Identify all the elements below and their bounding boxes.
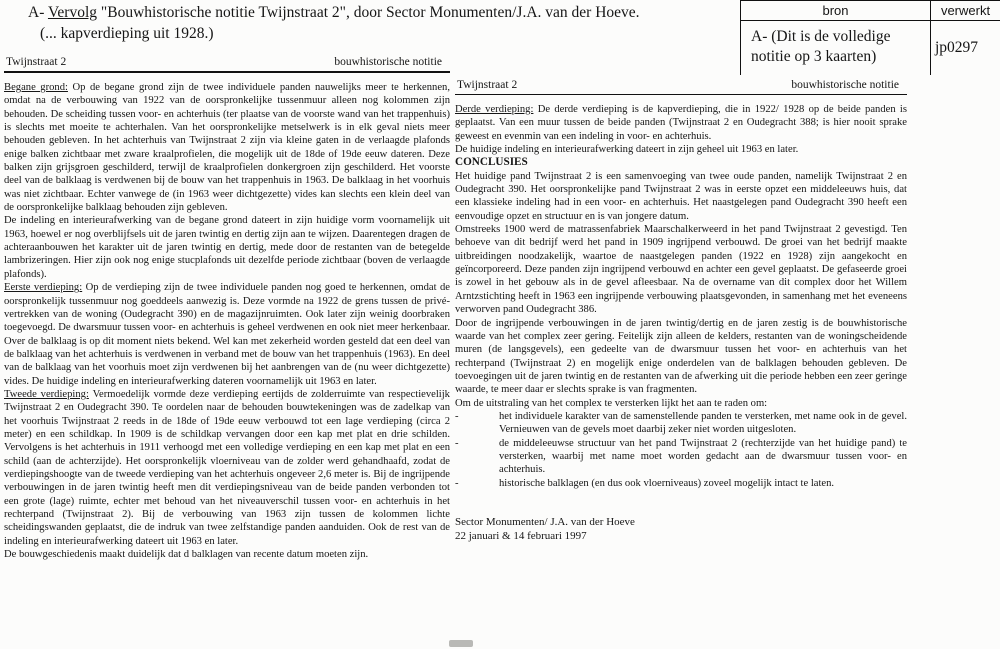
advice-bullet-3-text: historische balklagen (en dus ook vloerniveaus) zoveel mogelijk intact te laten. xyxy=(499,477,835,489)
advice-bullet-1 xyxy=(455,410,907,437)
heading-eerste-verdieping: Eerste verdieping: xyxy=(4,282,83,294)
card-right-title: Twijnstraat 2 xyxy=(457,79,518,91)
annotation-prefix: A- xyxy=(28,4,48,21)
stamp-value-row xyxy=(741,21,1000,75)
top-annotation xyxy=(28,2,728,44)
card-left-header xyxy=(4,56,450,73)
paragraph-eerste-verdieping xyxy=(4,281,450,388)
bullet-dash-icon: - xyxy=(455,437,459,449)
annotation-rest: "Bouwhistorische notitie Twijnstraat 2", door Sector Monumenten/J.A. van der Hoeve. xyxy=(97,4,640,21)
stamp-bron-value: A- (Dit is de volledige notitie op 3 kaarten) xyxy=(751,28,891,65)
card-right-header xyxy=(455,79,907,95)
annotation-underlined-word: Vervolg xyxy=(47,4,98,21)
stamp-verwerkt-value: jp0297 xyxy=(930,21,1000,75)
paragraph-derde-verdieping xyxy=(455,103,907,143)
scan-smudge xyxy=(449,640,473,647)
card-left-body xyxy=(4,73,450,561)
paragraph-begane-grond-2: De indeling en interieurafwerking van de begane grond dateert in zijn huidige vorm voornamelijk uit 1963, hoewel er nog overblijfsels uit de jaren twintig en dertig zijn aan te wijzen. Daarentegen dragen de achteraanbouwen het karakter uit de jaren twintig en dertig, mede door de restanten van de betegelde lambrizeringen. Hier zijn ook nog enige stucplafonds uit dezelfde periode zichtbaar (boven de verlaagde plafonds). xyxy=(4,215,450,280)
signature-date: 22 januari & 14 februari 1997 xyxy=(455,529,587,542)
annotation-line2: (... kapverdieping uit 1928.) xyxy=(40,25,214,42)
paragraph-tweede-verdieping xyxy=(4,388,450,548)
card-left xyxy=(4,56,450,561)
card-right xyxy=(455,79,907,543)
card-right-doctype: bouwhistorische notitie xyxy=(791,79,899,91)
stamp-table xyxy=(740,0,1000,75)
conclusies-paragraph-1: Het huidige pand Twijnstraat 2 is een samenvoeging van twee oude panden, namelijk Twijnstraat 2 en Oudegracht 390. Het oorspronkelijke pand Twijnstraat 2 was in eerste opzet een middeleeuws huis, dat een klassieke indeling had in een voor- en achterhuis. Het naastgelegen pand Oudegracht 390 heeft een eenvoudige opzet en structuur en is van jongere datum. xyxy=(455,170,907,222)
advice-intro: Om de uitstraling van het complex te versterken lijkt het aan te raden om: xyxy=(455,397,768,409)
bullet-dash-icon: - xyxy=(455,410,459,422)
advice-bullet-3 xyxy=(455,477,907,490)
heading-begane-grond: Begane grond: xyxy=(4,82,68,93)
card-right-body xyxy=(455,95,907,543)
annotation-line1 xyxy=(28,2,728,23)
advice-bullet-2-text: de middeleeuwse structuur van het pand Twijnstraat 2 (rechterzijde van het huidige pand) te versterken, waarbij met name moet worden gedacht aan de dwarsmuur tussen voor- en achterhuis. xyxy=(499,437,907,476)
derde-verdieping-text: De derde verdieping is de kapverdieping, die in 1922/ 1928 op de beide panden is geplaatst. Van een muur tussen de beide panden (Twijnstraat 2 en Oudegracht 388; is hier nooit sprake geweest en evenmin van een indeling in voor- en achterhuis. xyxy=(455,104,907,142)
heading-tweede-verdieping: Tweede verdieping: xyxy=(4,388,89,400)
paragraph-begane-grond xyxy=(4,81,450,214)
conclusies-paragraph-3: Door de ingrijpende verbouwingen in de jaren twintig/dertig en de jaren zestig is de bouwhistorische waarde van het complex zeer gering. Feitelijk zijn alleen de kelders, restanten van de woningscheidende muren (de langsgevels), een gedeelte van de dwarsmuur tussen het voor- en achterhuis van het rechterpand (Twijnstraat 2) en mogelijk enige onderdelen van de balklagen behouden gebleven. De toevoegingen uit de jaren twintig en de restanten van de afwerking uit die periode hebben een zeer geringe waarde, te meer daar er slechts sprake is van fragmenten. xyxy=(455,317,907,396)
conclusies-heading: CONCLUSIES xyxy=(455,156,528,169)
card-left-title: Twijnstraat 2 xyxy=(6,56,67,68)
eerste-verdieping-text: Op de verdieping zijn de twee individuele panden nog goed te herkennen, omdat de oorspronkelijk tussenmuur nog goeddeels aanwezig is. Deze vormde na 1922 de grens tussen de privé-vertrekken van de woning (Oudegracht 390) en de magazijnruimten. Ook later zijn weinig doorbraken toegevoegd. De dwarsmuur tussen voor- en achterhuis is geheel verdwenen en ook niet meer herkenbaar. Over de balklaag is op dit moment niets bekend. Wel kan met zekerheid worden gesteld dat een deel van de balklaag van het achterhuis is verdwenen in verband met de bouw van het trappenhuis (1963). En deel van de balklaag van het voorhuis moet zijn verdwenen bij het aanbrengen van de (nu weer dichtgezette) vides. De huidige indeling en interieurafwerking dateren voornamelijk uit 1963 en later. xyxy=(4,282,450,387)
paragraph-derde-verdieping-2: De huidige indeling en interieurafwerking dateert in zijn geheel uit 1963 en later. xyxy=(455,144,799,156)
conclusies-paragraph-2: Omstreeks 1900 werd de matrassenfabriek Maarschalkerweerd in het pand Twijnstraat 2 gevestigd. Ten behoeve van dit bedrijf werd het pand in 1909 ingrijpend verbouwd. De groei van het bedrijf maakte uitbreidingen noodzakelijk, waartoe de naastgelegen panden (1922 en 1928) zijn aangekocht en geïncorporeerd. Deze panden zijn ingrijpend verbouwd en achter een gevel geplaatst. De gefaseerde groei is zowel in het gebouw als in de gevel afleesbaar. Na de overname van dit complex door het Willem Arntzstichting heeft in 1963 een ingrijpende verbouwing plaatsgevonden, in samenhang met het eveneens verworven pand Oudegracht 386. xyxy=(455,224,907,316)
advice-bullet-2 xyxy=(455,437,907,477)
advice-bullet-1-text: het individuele karakter van de samenstellende panden te versterken, met name ook in de gevel. Vernieuwen van de gevels moet daarbij zeker niet worden uitgesloten. xyxy=(499,410,907,436)
bullet-dash-icon: - xyxy=(455,477,459,489)
stamp-header-row xyxy=(741,1,1000,21)
paragraph-bouwgeschiedenis: De bouwgeschiedenis maakt duidelijk dat d balklagen van recente datum moeten zijn. xyxy=(4,549,369,561)
stamp-header-verwerkt: verwerkt xyxy=(930,1,1000,20)
begane-grond-text: Op de begane grond zijn de twee individuele panden nauwelijks meer te herkennen, omdat na de verbouwing van 1922 van de oorspronkelijke tussenmuur alleen nog kolommen zijn behouden. De scheiding tussen voor- en achterhuis (ter plaatse van de voorste wand van het trappenhuis) is slechts met moeite te achterhalen. Van het oorspronkelijke metselwerk is in elk geval niets meer behouden gebleven. In het achterhuis van Twijnstraat 2 zijn via kleine gaten in de verlaagde plafonds enige balken zichtbaar met zware kraalprofielen, die mogelijk uit de 18de of 19de eeuw dateren. Deze balken zijn grijsgroen geschilderd, terwijl de kraalprofielen donkergroen zijn geschilderd. Het voorste deel van de balklaag is verdwenen bij de bouw van het trappenhuis in 1963. De balklaag in het voorhuis was niet zichtbaar. Echter vanwege de (in 1963 weer dichtgezette) vides kan slechts een klein deel van de oorspronkelijke balklaag behouden zijn gebleven. xyxy=(4,82,451,214)
card-left-doctype: bouwhistorische notitie xyxy=(334,56,442,68)
signature-author: Sector Monumenten/ J.A. van der Hoeve xyxy=(455,515,635,528)
heading-derde-verdieping: Derde verdieping: xyxy=(455,104,534,115)
stamp-header-bron: bron xyxy=(822,3,849,18)
signature-block xyxy=(455,515,907,543)
tweede-verdieping-text: Vermoedelijk vormde deze verdieping eertijds de zolderruimte van respectievelijk Twijnstraat 2 en Oudegracht 390. Te oordelen naar de behouden bouwtekeningen was de zadelkap van het voorhuis Twijnstraat 2 reeds in de 18de of 19de eeuw verbouwd tot een lage verdieping (circa 2 meter) en een schildkap. In 1909 is de schildkap vervangen door een kap met plat en drie schilden. Vervolgens is het achterhuis in 1911 verhoogd met een volledige verdieping en een kap met plat en een schild (aan de achterzijde). Het oorspronkelijk vloerniveau van de zolder werd gehandhaafd, zodat de verdiepingshoogte van de tweede verdieping van het achterhuis ongeveer 2,6 meter is. Bij de ingrijpende verbouwingen in de jaren twintig heeft men dit verdiepingsniveau van de beide panden verbonden tot een grote (lage) ruimte, echter met behoud van het niveauverschil tussen voor- en achterhuis in het rechterpand (Twijnstraat 2). Bij de verbouwing van 1963 zijn tussen de kolommen lichte scheidingswanden geplaatst, die de indruk van twee zelfstandige panden aanduiden. Ook de rest van de indeling en interieurafwerking dateert uit 1963 en later. xyxy=(4,388,450,547)
